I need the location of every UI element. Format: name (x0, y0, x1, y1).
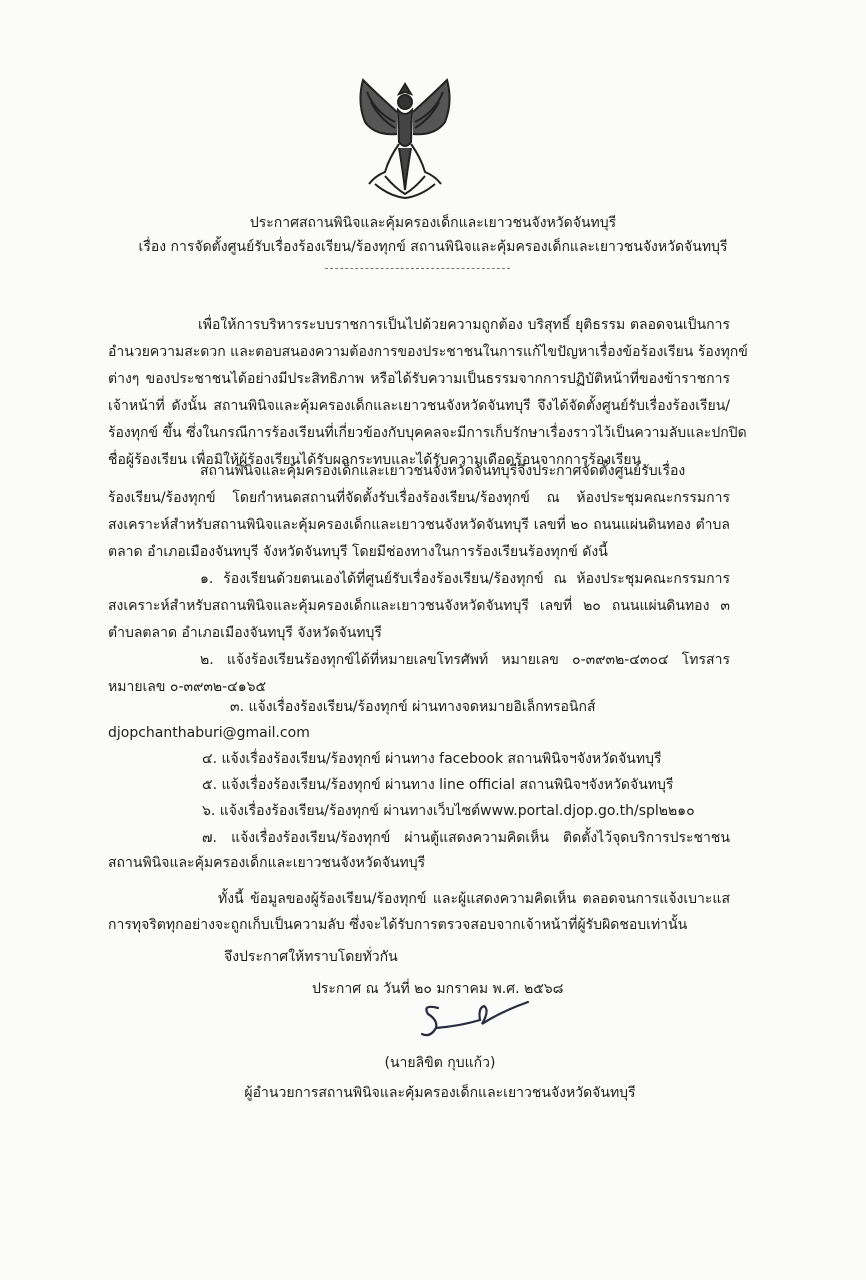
handwritten-signature (420, 998, 530, 1044)
paragraph-1-line: ต่างๆ ของประชาชนได้อย่างมีประสิทธิภาพ หรือได้รับความเป็นธรรมจากการปฏิบัติหน้าที่ของข้าราชการ (108, 371, 730, 387)
announcement-date: ประกาศ ณ วันที่ ๒๐ มกราคม พ.ศ. ๒๕๖๘ (312, 981, 564, 997)
channel-item-7-line: สถานพินิจและคุ้มครองเด็กและเยาวชนจังหวัดจันทบุรี (108, 855, 426, 871)
channel-item-7: ๗. แจ้งเรื่องร้องเรียน/ร้องทุกข์ ผ่านตู้แสดงความคิดเห็น ติดตั้งไว้จุดบริการประชาชน (202, 830, 730, 846)
paragraph-1-line: เจ้าหน้าที่ ดังนั้น สถานพินิจและคุ้มครองเด็กและเยาวชนจังหวัดจันทบุรี จึงได้จัดตั้งศูนย์รับเรื่องร้องเรียน/ (108, 398, 730, 414)
signatory-name: (นายลิขิต กุบแก้ว) (384, 1055, 496, 1071)
title-divider (325, 268, 510, 269)
paragraph-2-line: ร้องเรียน/ร้องทุกข์ โดยกำหนดสถานที่จัดตั้งรับเรื่องร้องเรียน/ร้องทุกข์ ณ ห้องประชุมคณะกรรมการ (108, 490, 730, 506)
paragraph-2-line: สงเคราะห์สำหรับสถานพินิจและคุ้มครองเด็กและเยาวชนจังหวัดจันทบุรี เลขที่ ๒๐ ถนนแผ่นดินทอง ตำบล (108, 517, 730, 533)
signatory-position: ผู้อำนวยการสถานพินิจและคุ้มครองเด็กและเยาวชนจังหวัดจันทบุรี (244, 1085, 636, 1101)
channel-item-1-line: ตำบลตลาด อำเภอเมืองจันทบุรี จังหวัดจันทบุรี (108, 625, 382, 641)
channel-item-1: ๑. ร้องเรียนด้วยตนเองได้ที่ศูนย์รับเรื่องร้องเรียน/ร้องทุกข์ ณ ห้องประชุมคณะกรรมการ (200, 571, 730, 587)
announce-closing: จึงประกาศให้ทราบโดยทั่วกัน (224, 949, 398, 965)
paragraph-1-line: เพื่อให้การบริหารระบบราชการเป็นไปด้วยความถูกต้อง บริสุทธิ์ ยุติธรรม ตลอดจนเป็นการ (198, 317, 730, 333)
announcement-subject: เรื่อง การจัดตั้งศูนย์รับเรื่องร้องเรียน/ร้องทุกข์ สถานพินิจและคุ้มครองเด็กและเยาวชนจังหวัดจันทบุรี (138, 239, 728, 255)
channel-item-5: ๕. แจ้งเรื่องร้องเรียน/ร้องทุกข์ ผ่านทาง line official สถานพินิจฯจังหวัดจันทบุรี (202, 777, 674, 793)
channel-item-2: ๒. แจ้งร้องเรียนร้องทุกข์ได้ที่หมายเลขโทรศัพท์ หมายเลข ๐-๓๙๓๒-๔๓๐๔ โทรสาร (200, 652, 730, 668)
paragraph-1-line: ชื่อผู้ร้องเรียน เพื่อมิให้ผู้ร้องเรียนได้รับผลกระทบและได้รับความเดือดร้อนจากการร้องเรียน (108, 452, 642, 468)
paragraph-1-line: อำนวยความสะดวก และตอบสนองความต้องการของประชาชนในการแก้ไขปัญหาเรื่องข้อร้องเรียน ร้องทุกข์ (108, 344, 748, 360)
confidentiality-paragraph: ทั้งนี้ ข้อมูลของผู้ร้องเรียน/ร้องทุกข์ และผู้แสดงความคิดเห็น ตลอดจนการแจ้งเบาะแส (218, 891, 730, 907)
paragraph-2-line: ตลาด อำเภอเมืองจันทบุรี จังหวัดจันทบุรี โดยมีช่องทางในการร้องเรียนร้องทุกข์ ดังนี้ (108, 544, 608, 560)
paragraph-2-line: สถานพินิจและคุ้มครองเด็กและเยาวชนจังหวัดจันทบุรีจึงประกาศจัดตั้งศูนย์รับเรื่อง (200, 463, 686, 479)
confidentiality-paragraph-line: การทุจริตทุกอย่างจะถูกเก็บเป็นความลับ ซึ่งจะได้รับการตรวจสอบจากเจ้าหน้าที่ผู้รับผิดชอบเท่านั้น (108, 917, 688, 933)
announcement-title: ประกาศสถานพินิจและคุ้มครองเด็กและเยาวชนจังหวัดจันทบุรี (249, 215, 617, 231)
email-address: djopchanthaburi@gmail.com (108, 725, 310, 741)
channel-item-1-line: สงเคราะห์สำหรับสถานพินิจและคุ้มครองเด็กและเยาวชนจังหวัดจันทบุรี เลขที่ ๒๐ ถนนแผ่นดินทอง ๓ (108, 598, 730, 614)
channel-item-4: ๔. แจ้งเรื่องร้องเรียน/ร้องทุกข์ ผ่านทาง facebook สถานพินิจฯจังหวัดจันทบุรี (202, 751, 662, 767)
paragraph-1-line: ร้องทุกข์ ขึ้น ซึ่งในกรณีการร้องเรียนที่เกี่ยวข้องกับบุคคลจะมีการเก็บรักษาเรื่องราวไว้เป็นความลับและปกปิด (108, 425, 747, 441)
garuda-emblem-icon (345, 72, 465, 200)
channel-item-2-line: หมายเลข ๐-๓๙๓๒-๔๑๖๕ (108, 679, 267, 695)
channel-item-6: ๖. แจ้งเรื่องร้องเรียน/ร้องทุกข์ ผ่านทางเว็บไซต์www.portal.djop.go.th/spl๒๒๑๐ (202, 803, 695, 819)
channel-item-3: ๓. แจ้งเรื่องร้องเรียน/ร้องทุกข์ ผ่านทางจดหมายอิเล็กทรอนิกส์ (230, 699, 596, 715)
